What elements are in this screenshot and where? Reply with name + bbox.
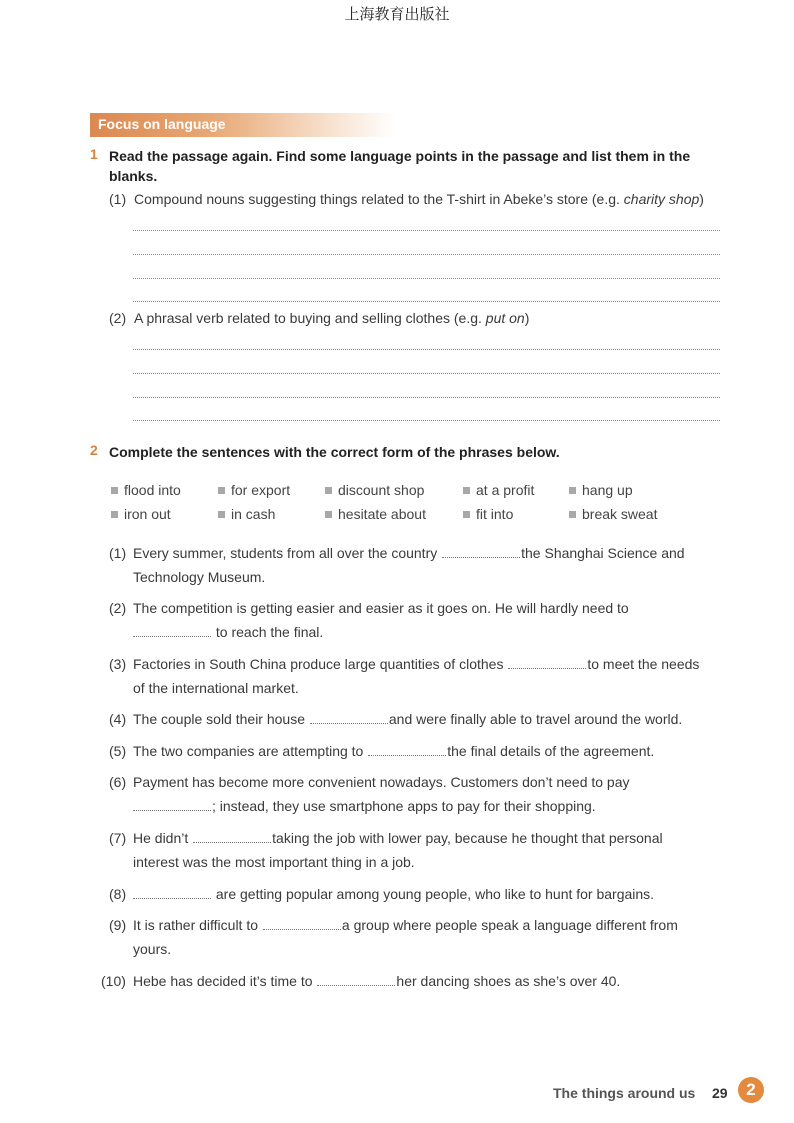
q1-part1 — [109, 189, 704, 209]
sentence-4: The couple sold their house and were finally able to travel around the world. — [133, 711, 683, 727]
phrase-item: hesitate about — [325, 506, 426, 522]
phrase-item: in cash — [218, 506, 275, 522]
answer-line[interactable] — [133, 373, 720, 374]
page-number: 29 — [712, 1085, 728, 1101]
blank-input[interactable] — [133, 796, 211, 811]
square-bullet-icon — [218, 511, 225, 518]
square-bullet-icon — [111, 487, 118, 494]
answer-line[interactable] — [133, 254, 720, 255]
q1-part2-close: ) — [524, 310, 530, 326]
sentence-3: Factories in South China produce large quantities of clothes to meet the needs — [133, 656, 700, 672]
phrase-item: flood into — [111, 482, 181, 498]
blank-input[interactable] — [133, 884, 211, 899]
blank-input[interactable] — [368, 741, 446, 756]
q1-part2-text: A phrasal verb related to buying and selling clothes (e.g. — [134, 310, 486, 326]
q1-part2-label: (2) — [109, 310, 127, 326]
answer-line[interactable] — [133, 420, 720, 421]
q1-part1-close: ) — [699, 191, 704, 207]
sentence-10: Hebe has decided it’s time to her dancing shoes as she’s over 40. — [133, 973, 621, 989]
sentence-label: (2) — [109, 600, 127, 616]
sentence-label: (6) — [109, 774, 127, 790]
q1-part2 — [109, 308, 529, 328]
sentence-2: The competition is getting easier and easier as it goes on. He will hardly need to — [133, 600, 629, 616]
square-bullet-icon — [569, 511, 576, 518]
phrase-item: at a profit — [463, 482, 534, 498]
section-title: Focus on language — [98, 116, 226, 132]
square-bullet-icon — [463, 487, 470, 494]
sentence-5: The two companies are attempting to the final details of the agreement. — [133, 743, 655, 759]
answer-line[interactable] — [133, 278, 720, 279]
phrase-item: break sweat — [569, 506, 657, 522]
blank-input[interactable] — [193, 828, 271, 843]
unit-number-badge: 2 — [738, 1077, 764, 1103]
sentence-1-continued: Technology Museum. — [133, 569, 266, 585]
sentence-label: (7) — [109, 830, 127, 846]
square-bullet-icon — [325, 511, 332, 518]
blank-input[interactable] — [317, 971, 395, 986]
square-bullet-icon — [569, 487, 576, 494]
phrase-item: iron out — [111, 506, 171, 522]
q1-part1-example: charity shop — [623, 191, 700, 207]
sentence-6: Payment has become more convenient nowadays. Customers don’t need to pay — [133, 774, 630, 790]
q1-part1-label: (1) — [109, 191, 127, 207]
question-2-instruction: Complete the sentences with the correct form of the phrases below. — [109, 444, 560, 460]
sentence-label: (10) — [101, 973, 126, 989]
sentence-8: are getting popular among young people, who like to hunt for bargains. — [133, 884, 654, 904]
blank-input[interactable] — [508, 654, 586, 669]
question-1-instruction-line1: Read the passage again. Find some language points in the passage and list them in the — [109, 148, 691, 164]
phrase-item: discount shop — [325, 482, 424, 498]
unit-title: The things around us — [553, 1085, 696, 1101]
blank-input[interactable] — [263, 915, 341, 930]
q1-part2-example: put on — [485, 310, 525, 326]
sentence-6-continued: ; instead, they use smartphone apps to pay for their shopping. — [133, 796, 596, 816]
sentence-2-continued: to reach the final. — [133, 622, 323, 642]
answer-line[interactable] — [133, 349, 720, 350]
answer-line[interactable] — [133, 230, 720, 231]
sentence-label: (5) — [109, 743, 127, 759]
question-1-number: 1 — [90, 146, 98, 162]
sentence-1: Every summer, students from all over the country the Shanghai Science and — [133, 545, 685, 561]
sentence-7: He didn’t taking the job with lower pay, because he thought that personal — [133, 830, 663, 846]
square-bullet-icon — [111, 511, 118, 518]
blank-input[interactable] — [310, 709, 388, 724]
sentence-9-continued: yours. — [133, 941, 172, 957]
answer-line[interactable] — [133, 301, 720, 302]
phrase-item: for export — [218, 482, 290, 498]
q1-part1-text: Compound nouns suggesting things related to the T-shirt in Abeke’s store (e.g. — [134, 191, 624, 207]
phrase-item: fit into — [463, 506, 513, 522]
sentence-label: (3) — [109, 656, 127, 672]
publisher-header: 上海教育出版社 — [344, 5, 450, 23]
answer-line[interactable] — [133, 397, 720, 398]
sentence-3-continued: of the international market. — [133, 680, 299, 696]
question-1-instruction-line2: blanks. — [109, 168, 158, 184]
sentence-label: (1) — [109, 545, 127, 561]
sentence-label: (8) — [109, 886, 127, 902]
phrase-item: hang up — [569, 482, 633, 498]
sentence-9: It is rather difficult to a group where people speak a language different from — [133, 917, 678, 933]
square-bullet-icon — [463, 511, 470, 518]
blank-input[interactable] — [442, 543, 520, 558]
sentence-label: (4) — [109, 711, 127, 727]
blank-input[interactable] — [133, 622, 211, 637]
sentence-7-continued: interest was the most important thing in a job. — [133, 854, 415, 870]
sentence-label: (9) — [109, 917, 127, 933]
section-banner — [90, 113, 395, 137]
square-bullet-icon — [325, 487, 332, 494]
question-2-number: 2 — [90, 442, 98, 458]
square-bullet-icon — [218, 487, 225, 494]
